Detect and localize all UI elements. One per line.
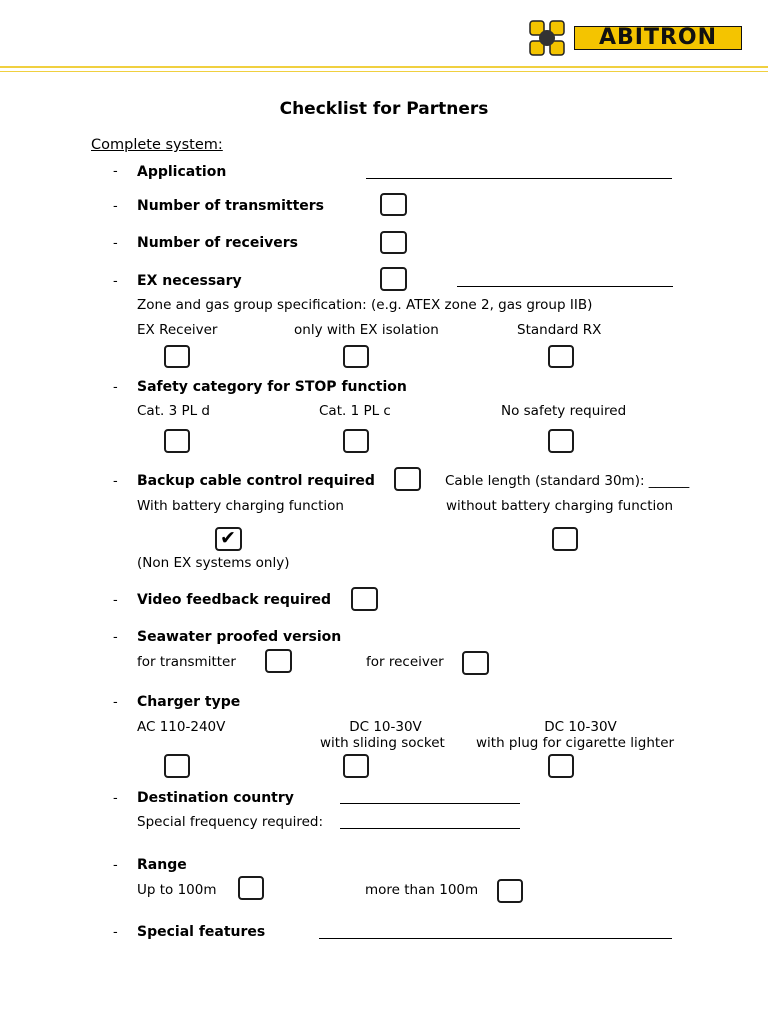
standard-rx-checkbox[interactable] — [548, 345, 574, 368]
ex-option-receiver-label: EX Receiver — [137, 322, 218, 338]
safety-label: Safety category for STOP function — [137, 379, 407, 395]
backup-checkbox[interactable] — [394, 467, 421, 491]
range-more-than-checkbox[interactable] — [497, 879, 523, 903]
abitron-logo-emblem — [527, 18, 567, 58]
seawater-receiver-checkbox[interactable] — [462, 651, 489, 675]
seawater-label: Seawater proofed version — [137, 629, 342, 645]
bullet: - — [113, 199, 118, 214]
safety-cat3-checkbox[interactable] — [164, 429, 190, 453]
bullet: - — [113, 593, 118, 608]
charger-dc-socket-line1: DC 10-30V — [349, 719, 422, 735]
application-label: Application — [137, 164, 227, 180]
ex-checkbox[interactable] — [380, 267, 407, 291]
no-battery-charging-label: without battery charging function — [446, 498, 674, 514]
page-title: Checklist for Partners — [279, 99, 489, 119]
ex-receiver-checkbox[interactable] — [164, 345, 190, 368]
charger-dc-plug-checkbox[interactable] — [548, 754, 574, 778]
special-features-field[interactable] — [319, 938, 672, 939]
charger-ac-checkbox[interactable] — [164, 754, 190, 778]
safety-none-label: No safety required — [501, 403, 627, 419]
ex-option-isolation-label: only with EX isolation — [294, 322, 439, 338]
special-frequency-field[interactable] — [340, 828, 520, 829]
battery-charging-label: With battery charging function — [137, 498, 344, 514]
section-heading: Complete system: — [91, 137, 223, 153]
destination-field[interactable] — [340, 803, 520, 804]
cable-length-field[interactable]: Cable length (standard 30m): ______ — [445, 473, 690, 489]
receivers-label: Number of receivers — [137, 235, 298, 251]
receivers-checkbox[interactable] — [380, 231, 407, 254]
application-field[interactable] — [366, 178, 672, 179]
ex-zone-spec: Zone and gas group specification: (e.g. ATEX zone 2, gas group IIB) — [137, 297, 593, 313]
safety-none-checkbox[interactable] — [548, 429, 574, 453]
abitron-logo-wordmark: ABITRON — [574, 26, 742, 50]
seawater-transmitter-checkbox[interactable] — [265, 649, 292, 673]
checkmark-icon: ✔ — [220, 527, 236, 549]
bullet: - — [113, 791, 118, 806]
transmitters-label: Number of transmitters — [137, 198, 324, 214]
header-rule-thin — [0, 71, 768, 72]
bullet: - — [113, 474, 118, 489]
charger-dc-plug-line2: with plug for cigarette lighter — [476, 735, 675, 751]
battery-charging-checkbox[interactable] — [215, 527, 242, 551]
bullet: - — [113, 925, 118, 940]
ex-option-standard-label: Standard RX — [517, 322, 602, 338]
safety-cat3-label: Cat. 3 PL d — [137, 403, 210, 419]
charger-ac-label: AC 110-240V — [137, 719, 226, 735]
seawater-receiver-label: for receiver — [366, 654, 444, 670]
transmitters-checkbox[interactable] — [380, 193, 407, 216]
ex-label: EX necessary — [137, 273, 242, 289]
safety-cat1-label: Cat. 1 PL c — [319, 403, 391, 419]
range-label: Range — [137, 857, 187, 873]
ex-isolation-checkbox[interactable] — [343, 345, 369, 368]
header-rule — [0, 66, 768, 68]
range-up-to-label: Up to 100m — [137, 882, 217, 898]
safety-cat1-checkbox[interactable] — [343, 429, 369, 453]
bullet: - — [113, 858, 118, 873]
backup-label: Backup cable control required — [137, 473, 375, 489]
special-frequency-label: Special frequency required: — [137, 814, 324, 830]
charger-label: Charger type — [137, 694, 241, 710]
non-ex-note: (Non EX systems only) — [137, 555, 290, 571]
charger-dc-socket-checkbox[interactable] — [343, 754, 369, 778]
range-more-than-label: more than 100m — [365, 882, 479, 898]
charger-dc-socket-line2: with sliding socket — [320, 735, 445, 751]
range-up-to-checkbox[interactable] — [238, 876, 264, 900]
destination-label: Destination country — [137, 790, 294, 806]
special-features-label: Special features — [137, 924, 266, 940]
video-checkbox[interactable] — [351, 587, 378, 611]
bullet: - — [113, 630, 118, 645]
bullet: - — [113, 380, 118, 395]
charger-dc-plug-line1: DC 10-30V — [544, 719, 617, 735]
seawater-transmitter-label: for transmitter — [137, 654, 236, 670]
ex-field[interactable] — [457, 286, 673, 287]
bullet: - — [113, 164, 118, 179]
no-battery-charging-checkbox[interactable] — [552, 527, 578, 551]
bullet: - — [113, 236, 118, 251]
bullet: - — [113, 274, 118, 289]
video-label: Video feedback required — [137, 592, 332, 608]
bullet: - — [113, 695, 118, 710]
